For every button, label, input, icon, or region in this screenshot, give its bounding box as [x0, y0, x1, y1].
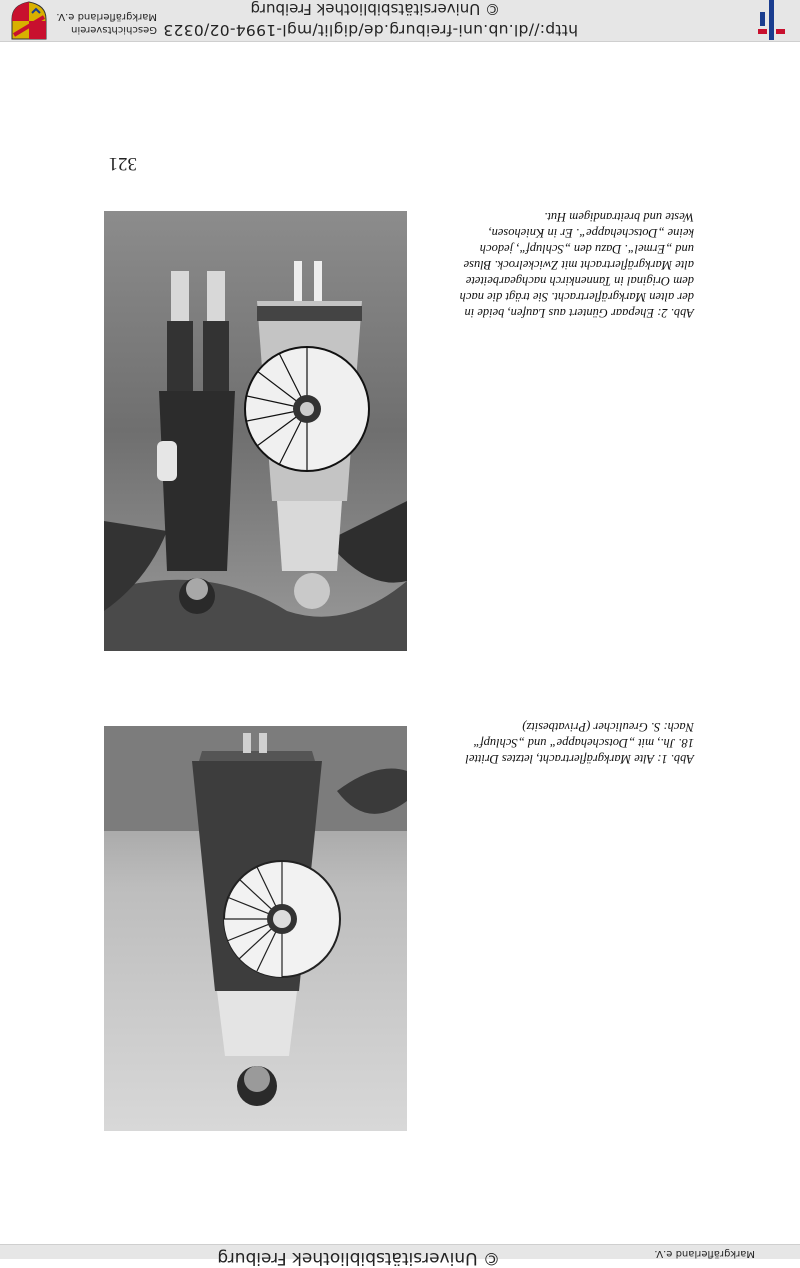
caption-line: 18. Jh., mit „Dotschehappe“ und „Schlupf“: [473, 736, 694, 750]
figure-2-image: [104, 211, 407, 651]
top-strip: [0, 1244, 800, 1268]
figure-2-caption: [460, 209, 694, 321]
caption-line: der alten Markgräflertracht. Sie trägt die nach: [459, 290, 694, 304]
top-strip-library-text: © Universitätsbibliothek Freiburg: [217, 1248, 500, 1268]
caption-line: und „Ermel“. Dazu den „Schlupf“, jedoch: [479, 242, 694, 256]
caption-line: Abb. 1: Alte Markgräflertracht, letztes Drittel: [465, 752, 694, 766]
footer-association-line2: Markgräflerland e.V.: [56, 11, 157, 22]
footer-url[interactable]: http://dl.ub.uni-freiburg.de/diglit/mgl-1994-02/0323: [163, 21, 578, 39]
figure-2-photo: [104, 211, 407, 651]
markgraeflerland-crest-icon: [10, 1, 48, 41]
ub-freiburg-logo-icon: [757, 0, 785, 40]
top-strip-association-text: Markgräflerland e.V.: [654, 1248, 755, 1259]
caption-line: Abb. 2: Ehepaar Güntert aus Laufen, beide in: [464, 306, 694, 320]
page-number: 321: [108, 153, 137, 174]
caption-line: Weste und breitrandigem Hut.: [544, 210, 694, 224]
footer-association-line1: Geschichtsverein: [71, 24, 157, 35]
figure-1-caption: [465, 719, 694, 767]
caption-line: alte Markgräflertracht mit Zwickelrock. Bluse: [463, 258, 694, 272]
footer-bar: [0, 0, 800, 42]
caption-line: dem Original in Tannenkirch nachgearbeitete: [465, 274, 694, 288]
footer-library-text: © Universitätsbibliothek Freiburg: [250, 0, 500, 18]
figure-1-photo: [104, 726, 407, 1131]
caption-line: keine „Dotschehappe“. Er in Kniehosen,: [488, 226, 694, 240]
caption-line: Nach: S. Greulicher (Privatbesitz): [522, 720, 694, 734]
figure-1-image: [104, 726, 407, 1131]
